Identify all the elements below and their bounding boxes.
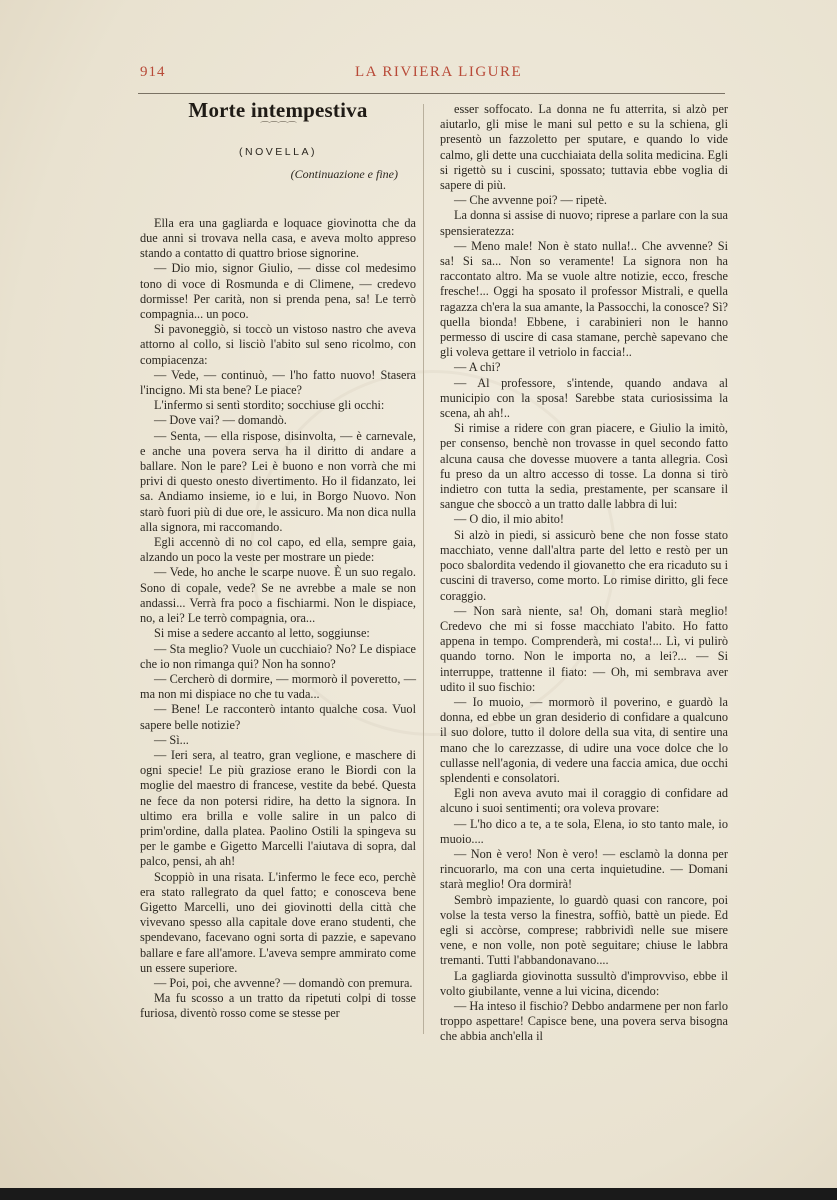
right-column bbox=[440, 102, 728, 1045]
paragraph: — Meno male! Non è stato nulla!.. Che avvenne? Si sa! Si sa... Non so veramente! La signora non ha raccontato altro. Ma se vuole altre notizie, ecco, fresche fresche!... Oggi ha sposato il professor Mistrali, e quella ragazza ch'era la sua amante, la Passocchi, la conosce? Sì? quella bionda! Ebbene, i carabinieri non le hanno permesso di uscire di casa stamane, perchè sapevano che gli voleva gettare il vetriolo in faccia!.. bbox=[440, 238, 728, 360]
paragraph: Sembrò impaziente, lo guardò quasi con rancore, poi volse la testa verso la finestra, soffiò, battè un piede. Ed egli si accòrse, comprese; rabbrividì nelle sue misere vene, e non volle, non potè seguitare; chiuse le labbra tremanti. Tutti l'abbandonavano.... bbox=[440, 892, 728, 968]
paragraph: — Vede, ho anche le scarpe nuove. È un suo regalo. Sono di copale, vede? Se ne avrebbe a male se non andassi... Verrà fra poco a fischiarmi. Non le dispiace, no, a lei? Le terrò compagnia, ora... bbox=[140, 565, 416, 626]
paragraph: Scoppiò in una risata. L'infermo le fece eco, perchè era stato rallegrato da quel fatto; e conosceva bene Gigetto Marcelli, uno dei giovinotti della città che vivevano spesso alla capitale dove erano studenti, che spendevano, facevano ogni sorta di pazzie, e sapevano ballare e fare all'amore. L'aveva sempre ammirato come un essere superiore. bbox=[140, 869, 416, 975]
running-title: LA RIVIERA LIGURE bbox=[355, 64, 523, 80]
paragraph: Si rimise a ridere con gran piacere, e Giulio la imitò, per consenso, benchè non trovasse in quel secondo fatto alcuna causa che dovesse muovere a tanta allegria. Così fu preso da un altro accesso di tosse. La donna si tirò indietro con tutta la sedia, prestamente, per scansare il sangue che sboccò a un tratto dalle labbra di lui: bbox=[440, 421, 728, 512]
continuation-note: (Continuazione e fine) bbox=[290, 166, 398, 181]
column-divider bbox=[423, 104, 424, 1034]
paragraph: La donna si assise di nuovo; riprese a parlare con la sua spensieratezza: bbox=[440, 208, 728, 238]
paragraph: — Sta meglio? Vuole un cucchiaio? No? Le dispiace che io non rimanga qui? Non ha sonno? bbox=[140, 641, 416, 671]
paragraph: L'infermo si sentì stordito; socchiuse gli occhi: bbox=[154, 398, 385, 413]
paragraph: Egli non aveva avuto mai il coraggio di confidare ad alcuno i suoi sentimenti; ora voleva provare: bbox=[440, 786, 728, 816]
paragraph: Egli accennò di no col capo, ed ella, sempre gaia, alzando un poco la veste per mostrare un piede: bbox=[140, 535, 416, 565]
paragraph: La gagliarda giovinotta sussultò d'improvviso, ebbe il volto giubilante, venne a lui vicina, dicendo: bbox=[440, 968, 728, 998]
paragraph: — Dio mio, signor Giulio, — disse col medesimo tono di voce di Rosmunda e di Climene, — credevo dormisse! Per carità, non si prenda pena, sa! Le terrò compagnia... un poco. bbox=[140, 261, 416, 322]
title-ornament: ⌒⌒⌒⌒ bbox=[260, 122, 296, 134]
paragraph: — L'ho dico a te, a te sola, Elena, io sto tanto male, io muoio.... bbox=[440, 816, 728, 846]
paragraph: — Senta, — ella rispose, disinvolta, — è carnevale, e anche una povera serva ha il diritto di andare a ballare. Non le pare? Lei è buono e non vorrà che mi privi di questo onesto divertimento. Ho il fidanzato, lei sa. Andiamo insieme, io e lui, in Borgo Nuovo. Non starò fuori più di due ore, le assicuro. Ma non dica nulla alla signora, mi raccomando. bbox=[140, 428, 416, 534]
scan-edge bbox=[0, 1188, 837, 1200]
story-title: Morte intempestiva bbox=[188, 98, 368, 122]
paragraph: — Io muoio, — mormorò il poverino, e guardò la donna, ed ebbe un gran desiderio di confidare a qualcuno il suo dolore, tutto il dolore della sua vita, di sentire una mano che lo carezzasse, di udire una voce dolce che lo cullasse nell'agonia, di vedere una faccia amica, due occhi splendenti e consolatori. bbox=[440, 694, 728, 785]
paragraph: — Non sarà niente, sa! Oh, domani starà meglio! Credevo che mi si fosse macchiato l'abito. Ho fatto appena in tempo. Comprenderà, mi costa!... Lì, vi pulirò quando torno. Non le importa no, a lei?... — Si interruppe, trattenne il fiato: — Oh, mi sembrava aver udito il suo fischio: bbox=[440, 603, 728, 694]
paragraph: — Sì... bbox=[154, 732, 189, 747]
paragraph: — A chi? bbox=[454, 360, 501, 375]
right-column-text bbox=[440, 102, 728, 1045]
paragraph: — Che avvenne poi? — ripetè. bbox=[454, 193, 607, 208]
page-number: 914 bbox=[140, 64, 166, 80]
paragraph: — Vede, — continuò, — l'ho fatto nuovo! Stasera l'incigno. Mi sta bene? Le piace? bbox=[140, 367, 416, 398]
paragraph: Si alzò in piedi, si assicurò bene che non fosse stato macchiato, venne dall'altra parte del letto e restò per un poco sbalordita vedendo il giovanetto che era ricaduto su i cuscini di traverso, come morto. Lo rimise diritto, gli fece coraggio. bbox=[440, 527, 728, 603]
paragraph: — Bene! Le racconterò intanto qualche cosa. Vuol sapere belle notizie? bbox=[140, 702, 416, 732]
paragraph: — Cercherò di dormire, — mormorò il poveretto, — ma non mi dispiace no che tu vada... bbox=[140, 671, 416, 702]
paragraph: — O dio, il mio abito! bbox=[454, 512, 564, 527]
paragraph: — Non è vero! Non è vero! — esclamò la donna per rincuorarlo, ma con una certa inquietudine. — Domani starà meglio! Ora dormirà! bbox=[440, 846, 728, 892]
paragraph: esser soffocato. La donna ne fu atterrita, si alzò per aiutarlo, gli mise le mani sul petto e su la schiena, gli presentò un fazzoletto per sputare, e quando lo vide calmo, gli dette una cucchiaiata della solita medicina. Egli si rigettò su i cuscini, spossato; tuttavia ebbe voglia di sapere di più. bbox=[440, 102, 728, 193]
paragraph: — Ieri sera, al teatro, gran veglione, e maschere di ogni specie! Le più graziose erano le Biordi con la moglie del maestro di francese, vestite da bebé. Questa ne fece da non potersi ridire, ha detto la signora. In ultimo era brilla e volle salire in un palco di prim'ordine, dalla platea. Paolino Ostili la spingeva su per le gambe e Gigetto Marcelli l'aiutava di sopra, dal palco, pensi, ah ah! bbox=[140, 747, 416, 869]
left-column-text bbox=[140, 216, 416, 1022]
left-column bbox=[140, 100, 416, 1022]
page-header bbox=[0, 60, 837, 90]
header-rule bbox=[138, 93, 725, 94]
paragraph: — Ha inteso il fischio? Debbo andarmene per non farlo troppo aspettare! Capisce bene, una povera serva bisogna che abbia anch'ella il bbox=[440, 998, 728, 1044]
paragraph: Ella era una gagliarda e loquace giovinotta che da due anni si trovava nella casa, e aveva molto appreso stando a contatto di quattro briose signorine. bbox=[140, 215, 416, 261]
paragraph: — Al professore, s'intende, quando andava al municipio con la sposa! Sarebbe stata curiosissima la scena, ah ah!.. bbox=[440, 375, 728, 421]
paragraph: Si pavoneggiò, si toccò un vistoso nastro che aveva attorno al collo, si lisciò l'abito sul seno ricolmo, con compiacenza: bbox=[140, 322, 416, 367]
paragraph: Ma fu scosso a un tratto da ripetuti colpi di tosse furiosa, diventò rosso come se stesse per bbox=[140, 991, 416, 1021]
paragraph: Si mise a sedere accanto al letto, soggiunse: bbox=[154, 626, 370, 641]
paragraph: — Poi, poi, che avvenne? — domandò con premura. bbox=[154, 975, 413, 990]
story-genre: (NOVELLA) bbox=[239, 146, 317, 159]
paragraph: — Dove vai? — domandò. bbox=[154, 413, 287, 428]
